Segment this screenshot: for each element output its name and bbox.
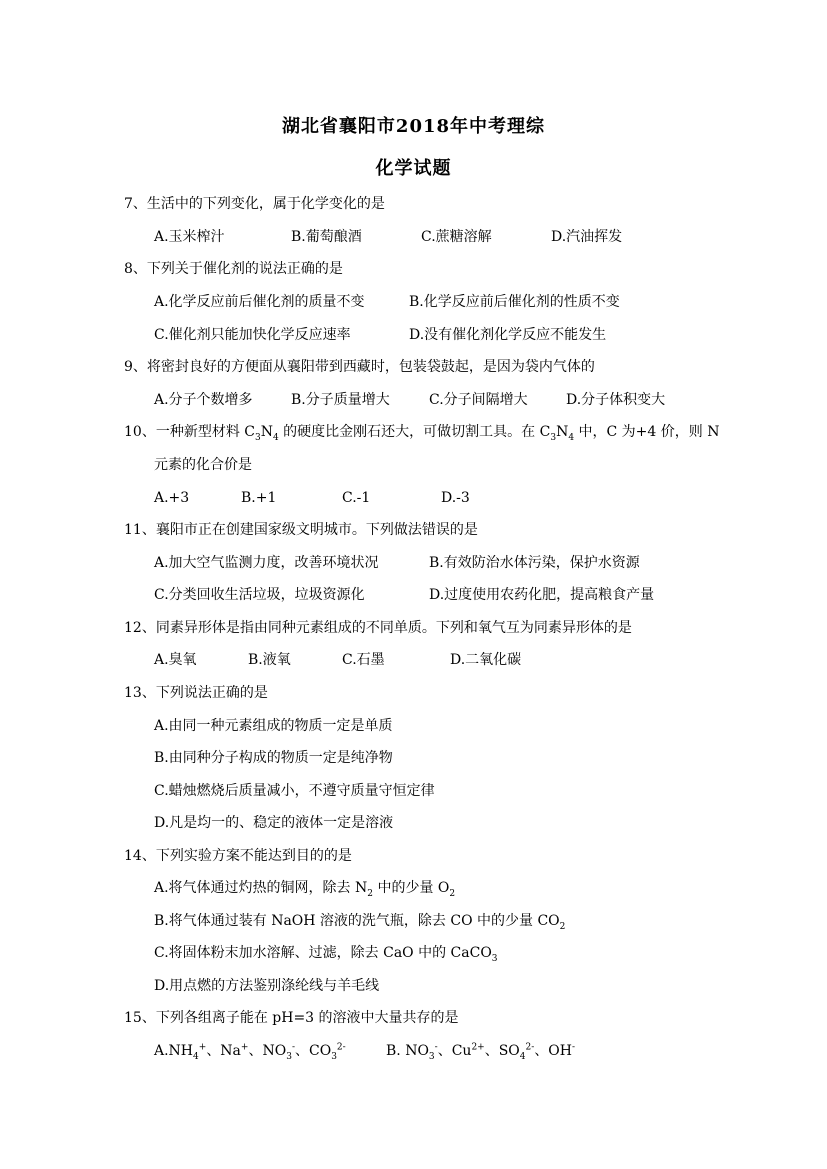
option-a: A.分子个数增多: [154, 392, 253, 408]
question-14: [124, 846, 352, 866]
question-number: 12: [124, 620, 142, 636]
option-b: B.分子质量增大: [291, 392, 390, 408]
option-d: D.过度使用农药化肥，提高粮食产量: [429, 587, 655, 603]
question-11: [124, 520, 478, 540]
question-number: 11: [124, 522, 142, 538]
option-b: B.有效防治水体污染，保护水资源: [429, 555, 640, 571]
option-c: C.石墨: [342, 652, 385, 668]
question-9: [124, 357, 595, 377]
question-13: [124, 683, 268, 703]
option-d: D.-3: [441, 490, 470, 506]
question-number: 10: [124, 424, 142, 440]
question-stem: 、下列各组离子能在 pH=3 的溶液中大量共存的是: [141, 1010, 459, 1026]
option-b: B.液氧: [248, 652, 291, 668]
option-c: C.分类回收生活垃圾，垃圾资源化: [154, 587, 365, 603]
option-c: C.催化剂只能加快化学反应速率: [154, 327, 351, 343]
option-d: D.汽油挥发: [551, 229, 623, 245]
option-b: B. $NO_3^-$、$Cu^{2+}$、$SO_4^{2-}$、OH-: [386, 1042, 576, 1062]
option-a: $A.NH_4^+$、Na+、$NO_3^-$、$CO_3^{2-}$: [154, 1042, 346, 1062]
option-d: D.二氧化碳: [450, 652, 522, 668]
question-stem: 、生活中的下列变化，属于化学变化的是: [132, 196, 385, 212]
question-stem: 、下列关于催化剂的说法正确的是: [132, 261, 343, 277]
page-title: 湖北省襄阳市2018年中考理综: [281, 116, 546, 137]
question-stem: 、下列说法正确的是: [141, 685, 268, 701]
option-b: B.+1: [241, 490, 277, 506]
option-a: A.臭氧: [154, 652, 197, 668]
option-a: A.化学反应前后催化剂的质量不变: [154, 294, 365, 310]
option-d: D.没有催化剂化学反应不能发生: [409, 327, 607, 343]
option-a: A.玉米榨汁: [154, 229, 225, 245]
question-number: 9: [124, 359, 133, 375]
question-12: [124, 618, 632, 638]
question-10-stem-continued: 元素的化合价是: [154, 457, 252, 473]
question-stem: 、将密封良好的方便面从襄阳带到西藏时，包装袋鼓起，是因为袋内气体的: [132, 359, 595, 375]
option-c: C.分子间隔增大: [429, 392, 528, 408]
option-a: A.+3: [154, 490, 190, 506]
question-15: [124, 1008, 459, 1028]
question-number: 15: [124, 1010, 142, 1026]
option-c: C.蜡烛燃烧后质量减小，不遵守质量守恒定律: [154, 783, 435, 799]
option-b: B.由同种分子构成的物质一定是纯净物: [154, 750, 393, 766]
option-d: D.凡是均一的、稳定的液体一定是溶液: [154, 815, 394, 831]
question-number: 14: [124, 848, 142, 864]
question-stem: 、下列实验方案不能达到目的的是: [141, 848, 352, 864]
question-7: [124, 194, 385, 214]
option-c: C.将固体粉末加水溶解、过滤，除去 CaO 中的 CaCO$_3$: [154, 945, 498, 964]
option-c: C.-1: [342, 490, 371, 506]
question-number: 7: [124, 196, 133, 212]
option-b: B.化学反应前后催化剂的性质不变: [409, 294, 620, 310]
option-a: A.将气体通过灼热的铜网，除去 $N_2$ 中的少量 $O_2$: [154, 880, 456, 899]
option-b: B.葡萄酿酒: [291, 229, 362, 245]
option-b: B.将气体通过装有 NaOH 溶液的洗气瓶，除去 CO 中的少量 $CO_2$: [154, 913, 566, 932]
question-stem: 、同素异形体是指由同种元素组成的不同单质。下列和氧气互为同素异形体的是: [141, 620, 632, 636]
page-subtitle: 化学试题: [375, 158, 452, 179]
option-d: D.用点燃的方法鉴别涤纶线与羊毛线: [154, 978, 380, 994]
question-10: 10、一种新型材料 $C_3N_4$ 的硬度比金刚石还大，可做切割工具。在 $C_3N_4$ 中，C 为+4 价，则 N: [124, 424, 720, 443]
question-number: 13: [124, 685, 142, 701]
question-8: [124, 259, 343, 279]
option-d: D.分子体积变大: [566, 392, 666, 408]
question-stem: 、襄阳市正在创建国家级文明城市。下列做法错误的是: [141, 522, 478, 538]
option-a: A.由同一种元素组成的物质一定是单质: [154, 718, 393, 734]
question-number: 8: [124, 261, 133, 277]
option-a: A.加大空气监测力度，改善环境状况: [154, 555, 379, 571]
option-c: C.蔗糖溶解: [421, 229, 492, 245]
